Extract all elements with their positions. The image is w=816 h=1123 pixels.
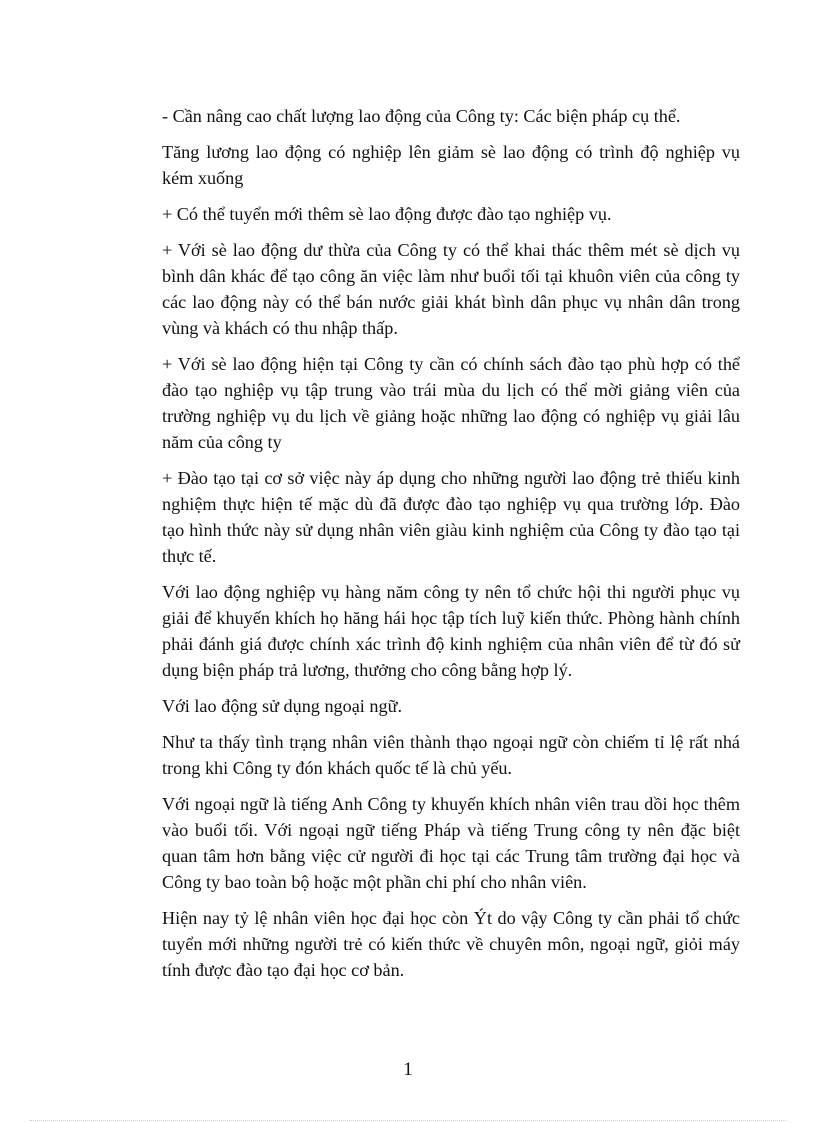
document-body xyxy=(162,103,740,993)
paragraph-measures-intro: - Cần nâng cao chất lượng lao động của Công ty: Các biện pháp cụ thể. xyxy=(162,106,681,126)
paragraph-foreign-language-heading: Với lao động sử dụng ngoại ngữ. xyxy=(162,696,402,716)
paragraph-salary-increase: Tăng lương lao động có nghiệp lên giảm sè lao động có trình độ nghiệp vụ kém xuống xyxy=(162,142,740,188)
paragraph-language-situation: Như ta thấy tình trạng nhân viên thành thạo ngoại ngữ còn chiếm tỉ lệ rất nhá trong khi Công ty đón khách quốc tế là chủ yếu. xyxy=(162,732,740,778)
page-bottom-divider xyxy=(30,1120,786,1121)
paragraph-language-policy: Với ngoại ngữ là tiếng Anh Công ty khuyến khích nhân viên trau dồi học thêm vào buổi tối. Với ngoại ngữ tiếng Pháp và tiếng Trung công ty nên đặc biệt quan tâm hơn bằng việc cử người đi học tại các Trung tâm trường đại học và Công ty bao toàn bộ hoặc một phần chi phí cho nhân viên. xyxy=(162,794,740,892)
paragraph-current-training: + Với sè lao động hiện tại Công ty cần có chính sách đào tạo phù hợp có thể đào tạo nghiệp vụ tập trung vào trái mùa du lịch có thể mời giảng viên của trường nghiệp vụ du lịch về giảng hoặc những lao động có nghiệp vụ giải lâu năm của công ty xyxy=(162,354,740,452)
paragraph-university-recruitment: Hiện nay tỷ lệ nhân viên học đại học còn Ýt do vậy Công ty cần phải tổ chức tuyển mới những người trẻ có kiến thức về chuyên môn, ngoại ngữ, giỏi máy tính được đào tạo đại học cơ bản. xyxy=(162,908,740,980)
paragraph-surplus-labor: + Với sè lao động dư thừa của Công ty có thể khai thác thêm mét sè dịch vụ bình dân khác để tạo công ăn việc làm như buổi tối tại khuôn viên của công ty các lao động này có thể bán nước giải khát bình dân phục vụ nhân dân trong vùng và khách có thu nhập thấp. xyxy=(162,240,740,338)
page-number: 1 xyxy=(403,1059,413,1080)
paragraph-recruit-trained: + Có thể tuyển mới thêm sè lao động được đào tạo nghiệp vụ. xyxy=(162,204,612,224)
paragraph-on-site-training: + Đào tạo tại cơ sở việc này áp dụng cho những người lao động trẻ thiếu kinh nghiệm thực hiện tế mặc dù đã được đào tạo nghiệp vụ qua trường lớp. Đào tạo hình thức này sử dụng nhân viên giàu kinh nghiệm của Công ty đào tạo tại thực tế. xyxy=(162,468,740,566)
paragraph-annual-contest: Với lao động nghiệp vụ hàng năm công ty nên tổ chức hội thi người phục vụ giải để khuyến khích họ hăng hái học tập tích luỹ kiến thức. Phòng hành chính phải đánh giá được chính xác trình độ kinh nghiệm của nhân viên để từ đó sử dụng biện pháp trả lương, thưởng cho công bằng hợp lý. xyxy=(162,582,740,680)
